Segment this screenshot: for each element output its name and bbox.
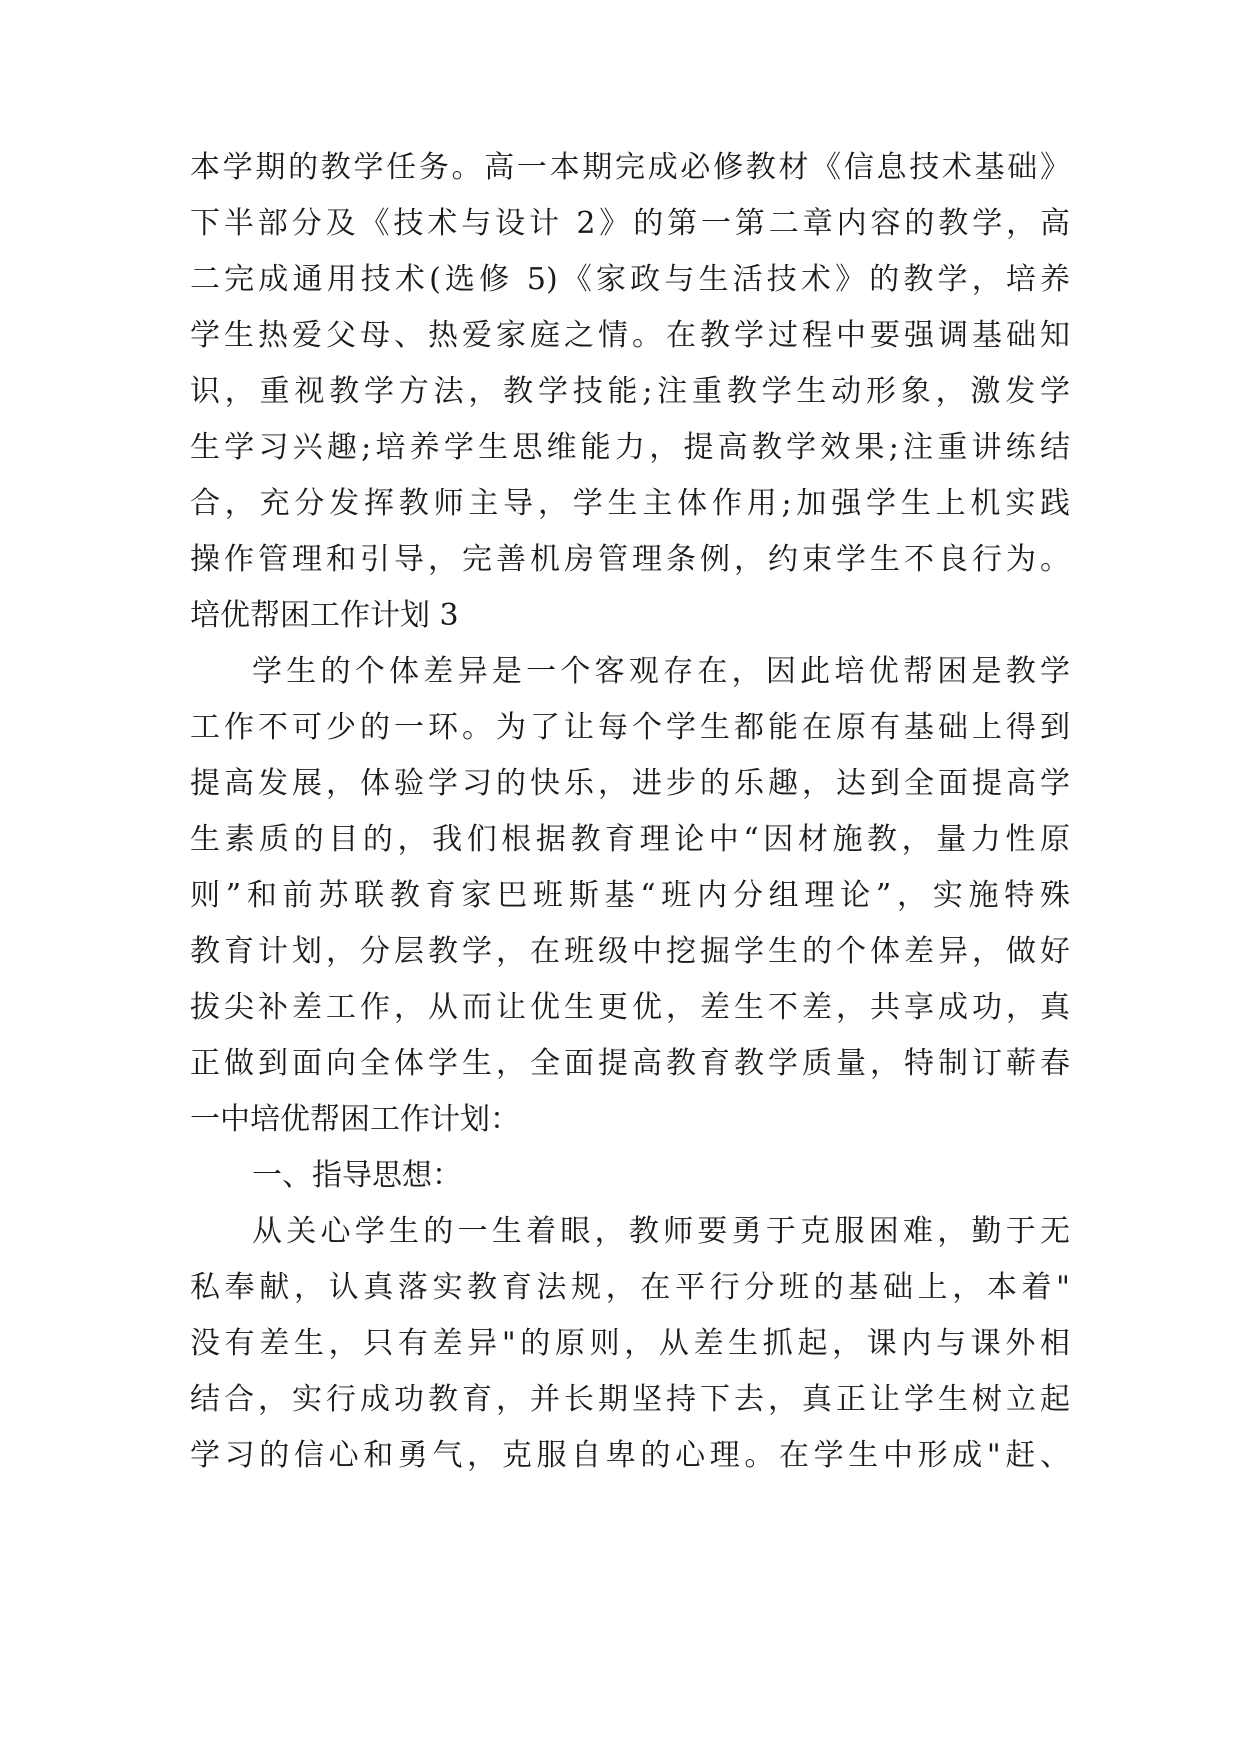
text-line: 操作管理和引导，完善机房管理条例，约束学生不良行为。 [190, 542, 1070, 577]
text-line: 没有差生，只有差异"的原则，从差生抓起，课内与课外相 [190, 1326, 1070, 1361]
paragraph-first-line: 学生的个体差异是一个客观存在，因此培优帮困是教学 [252, 654, 1070, 689]
text-line: 下半部分及《技术与设计 2》的第一第二章内容的教学，高 [190, 206, 1070, 241]
text-line: 私奉献，认真落实教育法规，在平行分班的基础上，本着" [190, 1270, 1070, 1305]
text-line: 正做到面向全体学生，全面提高教育教学质量，特制订蕲春 [190, 1046, 1070, 1081]
text-line: 结合，实行成功教育，并长期坚持下去，真正让学生树立起 [190, 1382, 1070, 1417]
text-line: 提高发展，体验学习的快乐，进步的乐趣，达到全面提高学 [190, 766, 1070, 801]
text-line: 学生热爱父母、热爱家庭之情。在教学过程中要强调基础知 [190, 318, 1070, 353]
text-line: 拔尖补差工作，从而让优生更优，差生不差，共享成功，真 [190, 990, 1070, 1025]
text-line: 二完成通用技术(选修 5)《家政与生活技术》的教学，培养 [190, 262, 1070, 297]
text-line: 合，充分发挥教师主导，学生主体作用;加强学生上机实践 [190, 486, 1070, 521]
text-line: 学习的信心和勇气，克服自卑的心理。在学生中形成"赶、 [190, 1438, 1070, 1473]
document-body [190, 140, 1070, 1484]
text-line: 识，重视教学方法，教学技能;注重教学生动形象，激发学 [190, 374, 1070, 409]
paragraph-last-line: 一中培优帮困工作计划： [190, 1102, 520, 1137]
text-line: 生素质的目的，我们根据教育理论中“因材施教，量力性原 [190, 822, 1070, 857]
paragraph-first-line: 从关心学生的一生着眼，教师要勇于克服困难，勤于无 [252, 1214, 1070, 1249]
section-heading: 培优帮困工作计划 3 [190, 598, 459, 633]
text-line: 本学期的教学任务。高一本期完成必修教材《信息技术基础》 [190, 150, 1070, 185]
subsection-heading: 一、指导思想： [252, 1158, 462, 1193]
text-line: 生学习兴趣;培养学生思维能力，提高教学效果;注重讲练结 [190, 430, 1070, 465]
text-line: 工作不可少的一环。为了让每个学生都能在原有基础上得到 [190, 710, 1070, 745]
text-line: 教育计划，分层教学，在班级中挖掘学生的个体差异，做好 [190, 934, 1070, 969]
text-line: 则”和前苏联教育家巴班斯基“班内分组理论”，实施特殊 [190, 878, 1070, 913]
